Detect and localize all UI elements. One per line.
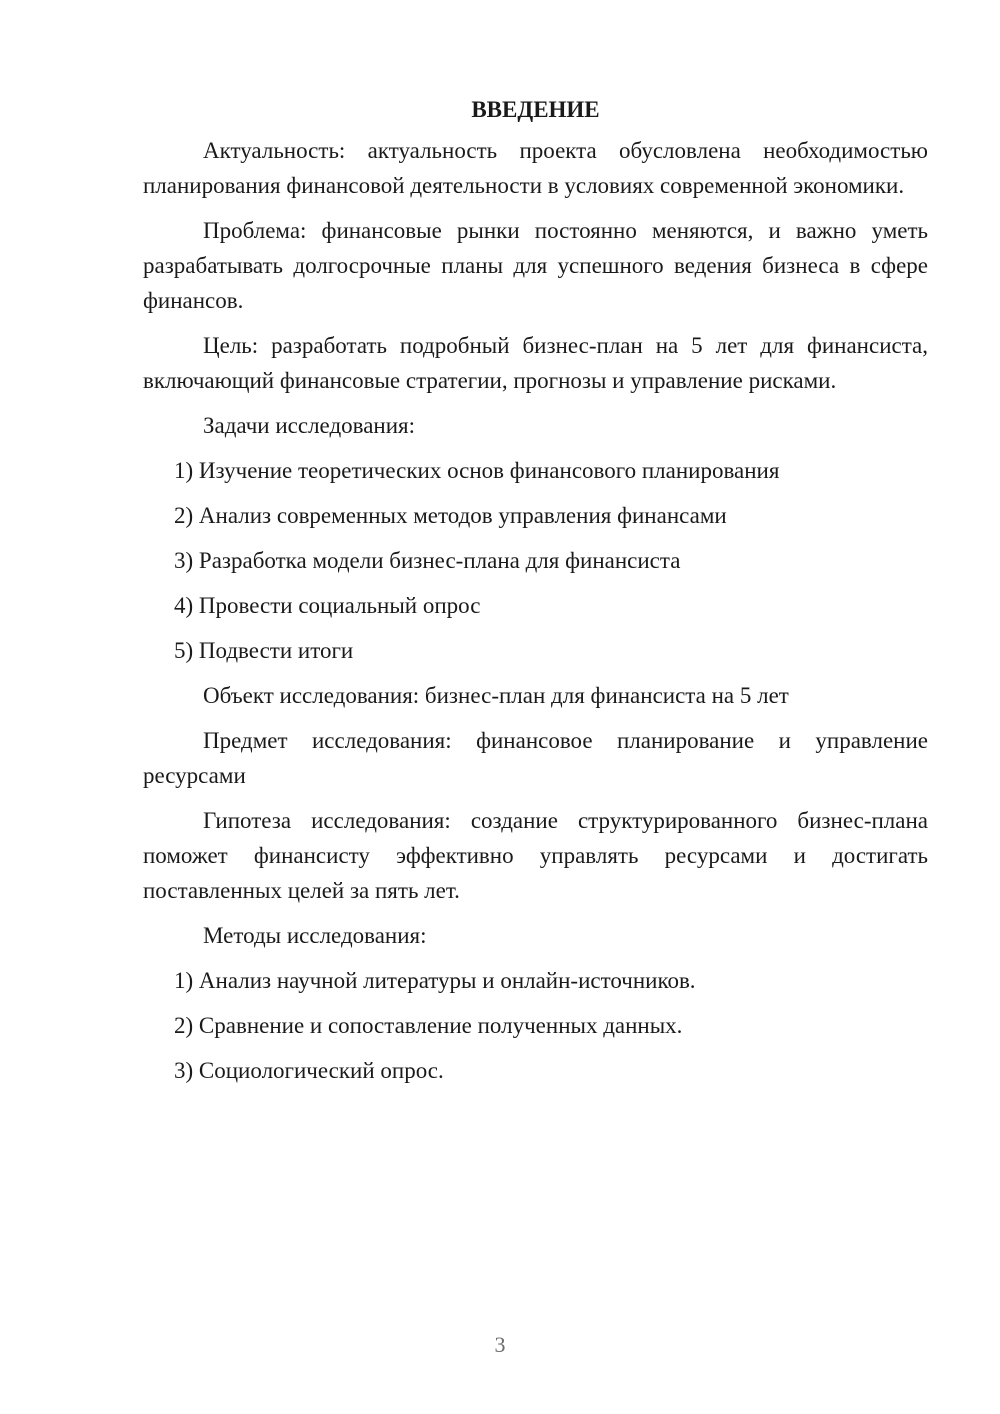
object-paragraph: Объект исследования: бизнес-план для финансиста на 5 лет bbox=[203, 683, 789, 708]
section-heading: ВВЕДЕНИЕ bbox=[471, 97, 600, 122]
list-item: 1) Изучение теоретических основ финансового планирования bbox=[174, 458, 780, 483]
hypothesis-paragraph: Гипотеза исследования: создание структурированного бизнес-плана поможет финансисту эффективно управлять ресурсами и достигать поставленных целей за пять лет. bbox=[143, 808, 928, 903]
list-item: 2) Сравнение и сопоставление полученных данных. bbox=[174, 1013, 683, 1038]
subject-paragraph: Предмет исследования: финансовое планирование и управление ресурсами bbox=[143, 728, 928, 788]
page-body bbox=[143, 92, 928, 1098]
relevance-paragraph: Актуальность: актуальность проекта обусловлена необходимостью планирования финансовой деятельности в условиях современной экономики. bbox=[143, 138, 928, 198]
tasks-list bbox=[143, 453, 928, 668]
list-item: 1) Анализ научной литературы и онлайн-источников. bbox=[174, 968, 696, 993]
list-item: 3) Социологический опрос. bbox=[174, 1058, 444, 1083]
tasks-label: Задачи исследования: bbox=[203, 413, 416, 438]
list-item: 2) Анализ современных методов управления финансами bbox=[174, 503, 727, 528]
goal-paragraph: Цель: разработать подробный бизнес-план на 5 лет для финансиста, включающий финансовые стратегии, прогнозы и управление рисками. bbox=[143, 333, 928, 393]
list-item: 5) Подвести итоги bbox=[174, 638, 354, 663]
methods-label: Методы исследования: bbox=[203, 923, 427, 948]
list-item: 4) Провести социальный опрос bbox=[174, 593, 481, 618]
problem-paragraph: Проблема: финансовые рынки постоянно меняются, и важно уметь разрабатывать долгосрочные планы для успешного ведения бизнеса в сфере финансов. bbox=[143, 218, 928, 313]
list-item: 3) Разработка модели бизнес-плана для финансиста bbox=[174, 548, 681, 573]
methods-list bbox=[143, 963, 928, 1088]
page-number: 3 bbox=[494, 1332, 506, 1357]
